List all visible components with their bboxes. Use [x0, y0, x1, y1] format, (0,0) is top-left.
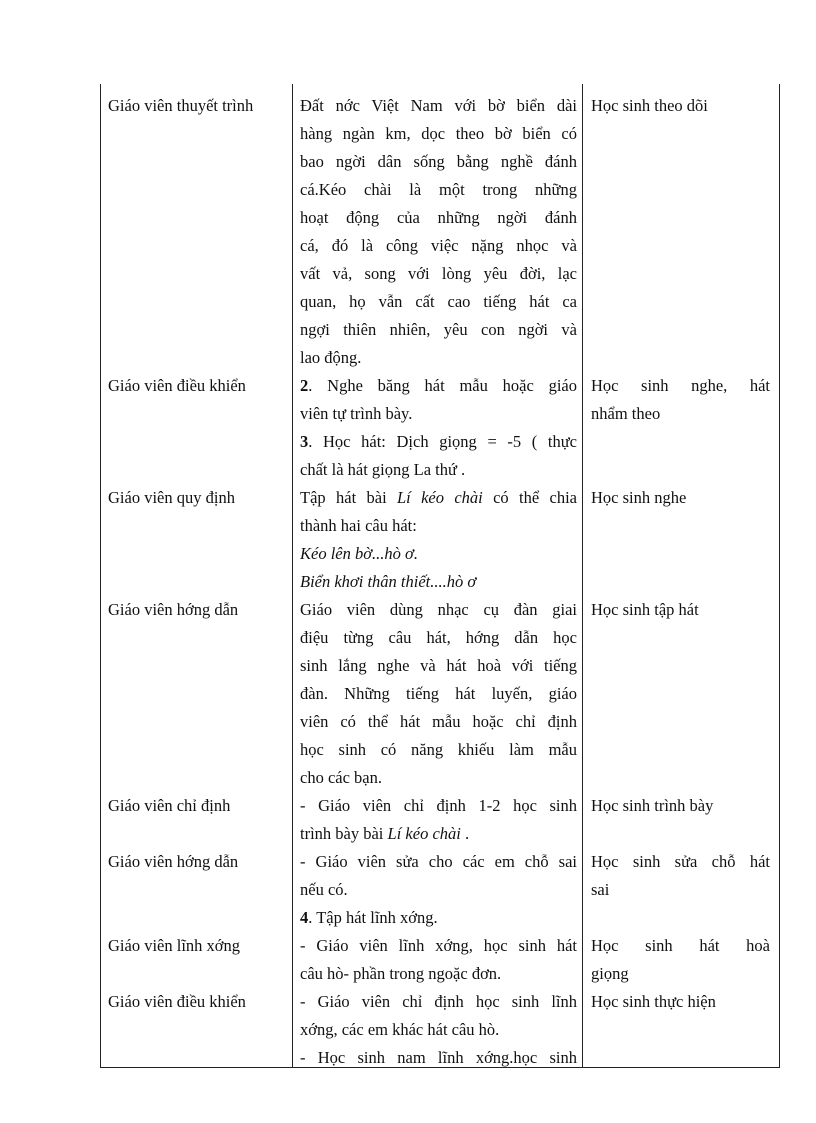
bold-number: 4 [300, 908, 309, 927]
table-row [101, 92, 779, 372]
table-row [101, 792, 779, 848]
student-activity-line: Học sinh trình bày [591, 796, 714, 815]
italic-text: Kéo lên bờ...hò ơ. [300, 544, 418, 563]
content-line [300, 344, 577, 372]
content-cell [293, 792, 583, 848]
text-segment: viên có thể hát mẫu hoặc chỉ định [300, 712, 577, 731]
italic-text: Lí kéo chài [397, 488, 483, 507]
teacher-activity-cell [101, 988, 293, 1072]
content-line [300, 176, 577, 204]
text-segment: - Học sinh nam lĩnh xớng.học sinh [300, 1048, 577, 1067]
content-line [300, 316, 577, 344]
text-segment: trình bày bài [300, 824, 388, 843]
text-segment: học sinh có năng khiếu làm mẫu [300, 740, 577, 759]
student-activity-line: giọng [591, 964, 629, 983]
content-cell [293, 92, 583, 372]
content-line [300, 400, 577, 428]
text-segment: hàng ngàn km, dọc theo bờ biển có [300, 124, 577, 143]
content-line [300, 512, 577, 540]
teacher-activity-cell [101, 484, 293, 596]
teacher-activity-cell [101, 792, 293, 848]
table-rows [101, 92, 779, 1072]
text-segment: cho các bạn. [300, 768, 382, 787]
content-line [300, 372, 577, 400]
text-segment: chất là hát giọng La thứ . [300, 460, 466, 479]
content-line [300, 568, 577, 596]
text-segment: - Giáo viên chỉ định học sinh lĩnh [300, 992, 577, 1011]
teacher-activity: Giáo viên điều khiển [108, 376, 246, 395]
text-segment: đàn. Những tiếng hát luyến, giáo [300, 684, 577, 703]
student-activity-cell [583, 596, 778, 792]
teacher-activity: Giáo viên chỉ định [108, 796, 231, 815]
content-cell [293, 596, 583, 792]
text-segment: viên tự trình bày. [300, 404, 413, 423]
student-activity-line: Học sinh nghe [591, 488, 687, 507]
text-segment: - Giáo viên sửa cho các em chỗ sai [300, 852, 577, 871]
student-activity-line: Học sinh nghe, hát [591, 376, 770, 395]
text-segment: lao động. [300, 348, 362, 367]
student-activity-line: Học sinh tập hát [591, 600, 699, 619]
text-segment: . Tập hát lĩnh xớng. [308, 908, 438, 927]
student-activity-cell [583, 92, 778, 372]
text-segment: - Giáo viên chỉ định 1-2 học sinh [300, 796, 577, 815]
teacher-activity-cell [101, 932, 293, 988]
text-segment: quan, họ vẫn cất cao tiếng hát ca [300, 292, 577, 311]
text-segment: vất vả, song với lòng yêu đời, lạc [300, 264, 577, 283]
content-cell [293, 372, 583, 484]
text-segment: . [460, 824, 470, 843]
text-segment: . Học hát: Dịch giọng = -5 ( thực [308, 432, 577, 451]
content-line [300, 428, 577, 456]
text-segment: xớng, các em khác hát câu hò. [300, 1020, 500, 1039]
table-row [101, 932, 779, 988]
student-activity-line: Học sinh theo dõi [591, 96, 708, 115]
content-line [300, 260, 577, 288]
text-segment: cá.Kéo chài là một trong những [300, 180, 577, 199]
text-segment: Tập hát bài [300, 488, 397, 507]
content-line [300, 988, 577, 1016]
text-segment: thành hai câu hát: [300, 516, 417, 535]
content-line [300, 904, 577, 932]
student-activity-cell [583, 792, 778, 848]
content-line [300, 1016, 577, 1044]
content-cell [293, 848, 583, 932]
teacher-activity-cell [101, 92, 293, 372]
teacher-activity: Giáo viên quy định [108, 488, 235, 507]
student-activity-cell [583, 988, 778, 1072]
table-row [101, 848, 779, 932]
content-line [300, 148, 577, 176]
content-line [300, 120, 577, 148]
text-segment: bao ngời dân sống bằng nghề đánh [300, 152, 577, 171]
text-segment: điệu từng câu hát, hớng dẫn học [300, 628, 577, 647]
italic-text: Biển khơi thân thiết....hò ơ [300, 572, 477, 591]
student-activity-line: Học sinh hát hoà [591, 936, 770, 955]
content-cell [293, 932, 583, 988]
text-segment: có thể chia [482, 488, 577, 507]
student-activity-cell [583, 484, 778, 596]
content-cell [293, 484, 583, 596]
content-line [300, 540, 577, 568]
table-row [101, 988, 779, 1072]
text-segment: cá, đó là công việc nặng nhọc và [300, 236, 577, 255]
content-line [300, 876, 577, 904]
text-segment: câu hò- phần trong ngoặc đơn. [300, 964, 502, 983]
text-segment: hoạt động của những ngời đánh [300, 208, 577, 227]
content-line [300, 484, 577, 512]
bold-number: 2 [300, 376, 309, 395]
content-line [300, 680, 577, 708]
italic-text: Lí kéo chài [387, 824, 461, 843]
student-activity-cell [583, 932, 778, 988]
bold-number: 3 [300, 432, 309, 451]
content-line [300, 848, 577, 876]
teacher-activity: Giáo viên hớng dẫn [108, 852, 239, 871]
content-line [300, 932, 577, 960]
student-activity-cell [583, 848, 778, 932]
content-line [300, 820, 577, 848]
student-activity-line: Học sinh thực hiện [591, 992, 716, 1011]
content-line [300, 456, 577, 484]
text-segment: Đất nớc Việt Nam với bờ biển dài [300, 96, 577, 115]
teacher-activity: Giáo viên lĩnh xớng [108, 936, 240, 955]
lesson-table [100, 84, 780, 1068]
student-activity-line: Học sinh sửa chỗ hát [591, 852, 770, 871]
text-segment: - Giáo viên lĩnh xớng, học sinh hát [300, 936, 577, 955]
content-line [300, 708, 577, 736]
text-segment: sinh lắng nghe và hát hoà với tiếng [300, 656, 577, 675]
text-segment: ngợi thiên nhiên, yêu con ngời và [300, 320, 577, 339]
text-segment: nếu có. [300, 880, 348, 899]
student-activity-cell [583, 372, 778, 484]
content-line [300, 764, 577, 792]
table-row [101, 372, 779, 484]
teacher-activity-cell [101, 848, 293, 932]
teacher-activity: Giáo viên hớng dẫn [108, 600, 239, 619]
content-line [300, 288, 577, 316]
content-line [300, 624, 577, 652]
content-line [300, 792, 577, 820]
table-row [101, 484, 779, 596]
text-segment: Giáo viên dùng nhạc cụ đàn giai [300, 600, 577, 619]
content-line [300, 204, 577, 232]
content-line [300, 960, 577, 988]
teacher-activity-cell [101, 596, 293, 792]
content-line [300, 652, 577, 680]
content-cell [293, 988, 583, 1072]
content-line [300, 736, 577, 764]
content-line [300, 596, 577, 624]
student-activity-line: sai [591, 880, 610, 899]
table-row [101, 596, 779, 792]
content-line [300, 92, 577, 120]
text-segment: . Nghe băng hát mẫu hoặc giáo [308, 376, 577, 395]
teacher-activity: Giáo viên thuyết trình [108, 96, 254, 115]
student-activity-line: nhẩm theo [591, 404, 661, 423]
teacher-activity-cell [101, 372, 293, 484]
content-line [300, 232, 577, 260]
teacher-activity: Giáo viên điều khiển [108, 992, 246, 1011]
content-line [300, 1044, 577, 1072]
